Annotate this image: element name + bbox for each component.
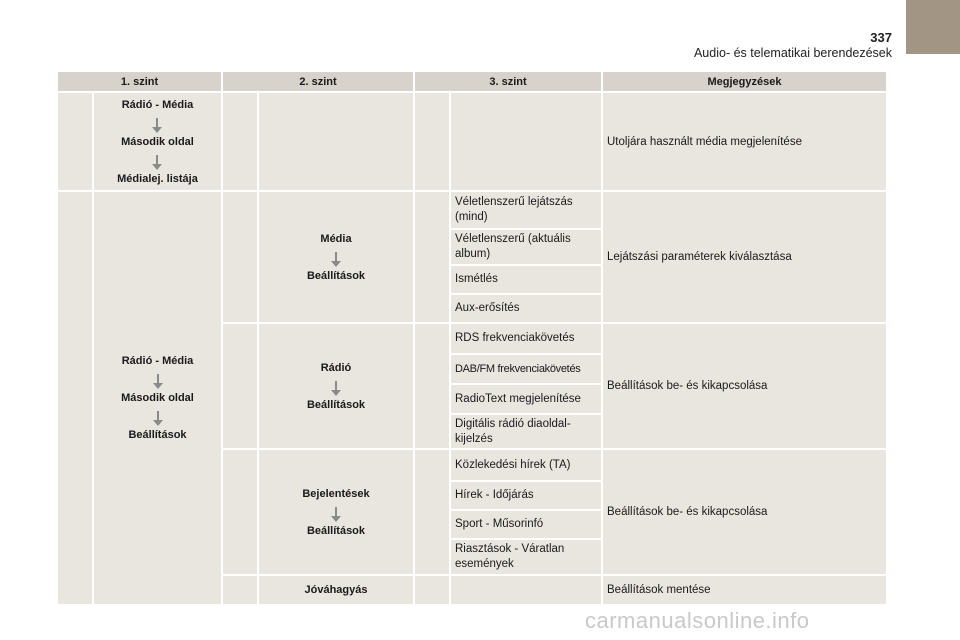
arrow-down-icon (153, 420, 163, 426)
level2-cell (259, 192, 413, 322)
level2-item: Média (320, 232, 352, 245)
level3-item: Ismétlés (451, 266, 601, 293)
watermark: carmanualsonline.info (585, 608, 810, 633)
spacer-cell (223, 576, 257, 604)
spacer-cell (415, 93, 449, 190)
level2-item: Beállítások (306, 524, 366, 537)
level1-item: Rádió - Média (121, 355, 194, 367)
arrow-down-icon (152, 127, 162, 133)
note-cell: Utoljára használt média megjelenítése (603, 93, 886, 190)
col-header-level2: 2. szint (223, 72, 413, 91)
spacer-cell (415, 324, 449, 448)
level3-item: RDS frekvenciakövetés (451, 324, 601, 353)
level3-item: Véletlenszerű (aktuális album) (451, 230, 601, 264)
level3-item: Közlekedési hírek (TA) (451, 450, 601, 480)
level2-item: Beállítások (306, 269, 366, 282)
note-cell: Beállítások be- és kikapcsolása (603, 450, 886, 574)
arrow-down-icon (331, 390, 341, 396)
level2-item: Rádió (320, 361, 352, 374)
note-cell: Beállítások mentése (603, 576, 886, 604)
level1-item: Második oldal (121, 135, 194, 148)
level2-item: Beállítások (306, 398, 366, 411)
level3-cell (451, 576, 601, 604)
level1-item: Rádió - Média (121, 98, 194, 111)
level3-item: Hírek - Időjárás (451, 482, 601, 509)
spacer-cell (415, 192, 449, 322)
spacer-cell (223, 192, 257, 322)
spacer-cell (58, 192, 92, 604)
level3-item: Digitális rádió diaoldal-kijelzés (451, 415, 601, 448)
level3-item: Riasztások - Váratlan események (451, 540, 601, 574)
level1-cell (94, 192, 221, 604)
level3-item: RadioText megjelenítése (451, 385, 601, 413)
spacer-cell (223, 450, 257, 574)
col-header-level1: 1. szint (58, 72, 221, 91)
level3-item: Véletlenszerű lejátszás (mind) (451, 192, 601, 228)
chapter-title: Audio- és telematikai berendezések (693, 46, 892, 60)
level2-cell (259, 93, 413, 190)
level2-cell (259, 324, 413, 448)
level2-item: Bejelentések (302, 487, 370, 500)
spacer-cell (415, 450, 449, 574)
level3-item: DAB/FM frekvenciakövetés (451, 355, 601, 383)
level1-cell (94, 93, 221, 190)
level3-cell (451, 93, 601, 190)
level2-cell (259, 450, 413, 574)
spacer-cell (223, 93, 257, 190)
spacer-cell (223, 324, 257, 448)
note-cell: Lejátszási paraméterek kiválasztása (603, 192, 886, 322)
arrow-down-icon (152, 164, 162, 170)
col-header-level3: 3. szint (415, 72, 601, 91)
col-header-notes: Megjegyzések (603, 72, 886, 91)
arrow-down-icon (331, 516, 341, 522)
arrow-down-icon (153, 383, 163, 389)
page-number: 337 (870, 30, 892, 45)
level3-item: Aux-erősítés (451, 295, 601, 322)
level1-item: Második oldal (121, 392, 194, 404)
level1-item: Beállítások (128, 429, 187, 441)
level2-item: Jóváhagyás (259, 576, 413, 604)
level1-item: Médialej. listája (117, 172, 198, 185)
spacer-cell (58, 93, 92, 190)
note-cell: Beállítások be- és kikapcsolása (603, 324, 886, 448)
level3-item: Sport - Műsorinfó (451, 511, 601, 538)
arrow-down-icon (331, 261, 341, 267)
spacer-cell (415, 576, 449, 604)
